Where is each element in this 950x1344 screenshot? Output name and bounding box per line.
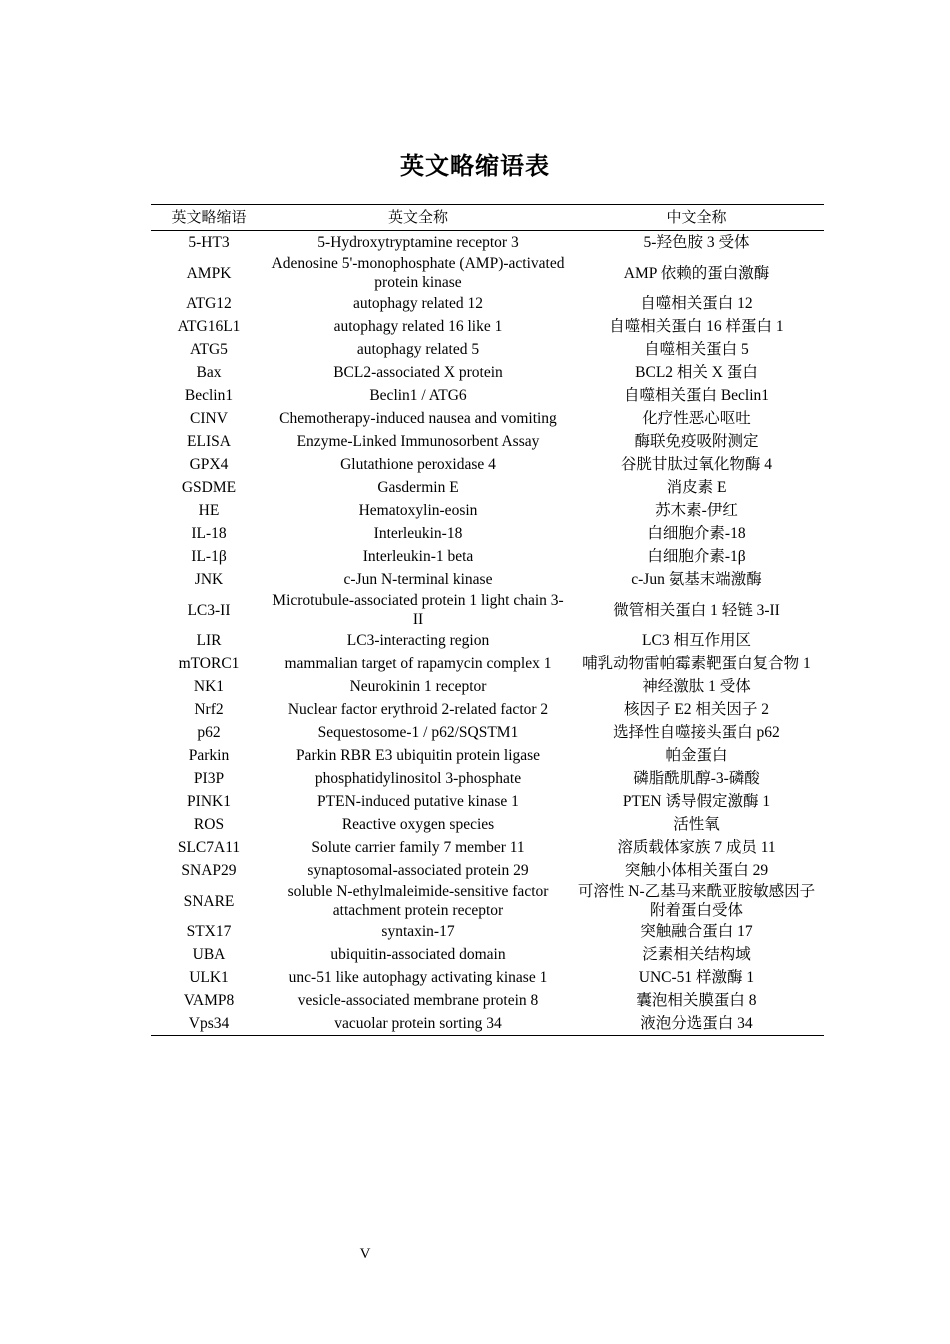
chinese-name-cell: 白细胞介素-18 (647, 525, 746, 542)
abbreviation-cell: VAMP8 (183, 992, 235, 1009)
abbreviation-cell: ATG5 (190, 341, 228, 358)
table-row (151, 338, 824, 361)
chinese-name-cell: 苏木素-伊红 (655, 502, 738, 519)
page-number: V (359, 1246, 371, 1262)
abbreviation-cell: ATG12 (186, 295, 232, 312)
chinese-name-cell: 化疗性恶心呕吐 (642, 410, 751, 427)
chinese-name-cell: 突触融合蛋白 17 (640, 923, 753, 940)
english-name-cell: Nuclear factor erythroid 2-related factor 2 (287, 701, 549, 718)
table-row (151, 652, 824, 675)
abbreviation-cell: LC3-II (187, 601, 231, 619)
english-name-cell: Solute carrier family 7 member 11 (311, 839, 525, 856)
abbreviation-cell: IL-18 (191, 525, 227, 542)
abbreviation-cell: SNARE (183, 892, 235, 910)
english-name-cell: Interleukin-1 beta (362, 548, 474, 565)
table-row (151, 966, 824, 989)
abbreviation-cell: ATG16L1 (177, 318, 241, 335)
english-name-cell: Neurokinin 1 receptor (349, 678, 487, 695)
table-row (151, 721, 824, 744)
table-row (151, 407, 824, 430)
chinese-name-cell: 囊泡相关膜蛋白 8 (636, 992, 757, 1009)
table-row (151, 836, 824, 859)
table-row (151, 545, 824, 568)
chinese-name-cell: 自噬相关蛋白 12 (640, 295, 753, 312)
table-body (151, 231, 824, 1036)
table-row (151, 315, 824, 338)
table-row (151, 499, 824, 522)
english-name-cell: Beclin1 / ATG6 (369, 387, 467, 404)
chinese-name-cell: 可溶性 N-乙基马来酰亚胺敏感因子附着蛋白受体 (577, 883, 816, 919)
table-row (151, 790, 824, 813)
abbreviation-cell: CINV (190, 410, 228, 427)
table-row (151, 767, 824, 790)
chinese-name-cell: 哺乳动物雷帕霉素靶蛋白复合物 1 (582, 655, 811, 672)
chinese-name-cell: 活性氧 (673, 816, 720, 833)
table-row (151, 254, 824, 292)
abbreviation-cell: JNK (194, 571, 224, 588)
table-row (151, 361, 824, 384)
english-name-cell: soluble N-ethylmaleimide-sensitive factor attachment protein receptor (287, 883, 549, 919)
chinese-name-cell: 神经激肽 1 受体 (642, 678, 751, 695)
header-chinese-full-name: 中文全称 (666, 208, 727, 226)
english-name-cell: Enzyme-Linked Immunosorbent Assay (296, 433, 540, 450)
table-row (151, 698, 824, 721)
english-name-cell: 5-Hydroxytryptamine receptor 3 (317, 234, 519, 251)
english-name-cell: synaptosomal-associated protein 29 (307, 862, 529, 879)
english-name-cell: BCL2-associated X protein (333, 364, 503, 381)
abbreviation-cell: ELISA (187, 433, 231, 450)
english-name-cell: autophagy related 12 (353, 295, 483, 312)
english-name-cell: Parkin RBR E3 ubiquitin protein ligase (295, 747, 541, 764)
table-header (151, 205, 824, 231)
abbreviation-cell: ULK1 (189, 969, 229, 986)
table-row (151, 675, 824, 698)
english-name-cell: unc-51 like autophagy activating kinase 1 (288, 969, 548, 986)
chinese-name-cell: 自噬相关蛋白 Beclin1 (623, 387, 770, 404)
table-row (151, 813, 824, 836)
abbreviation-cell: IL-1β (191, 548, 227, 565)
abbreviation-cell: Vps34 (188, 1015, 230, 1032)
abbreviation-cell: LIR (196, 632, 222, 649)
chinese-name-cell: 溶质载体家族 7 成员 11 (617, 839, 776, 856)
abbreviation-cell: SLC7A11 (177, 839, 241, 856)
table-row (151, 231, 824, 255)
table-row (151, 859, 824, 882)
chinese-name-cell: c-Jun 氨基末端激酶 (631, 571, 762, 588)
english-name-cell: Chemotherapy-induced nausea and vomiting (279, 410, 557, 427)
english-name-cell: PTEN-induced putative kinase 1 (317, 793, 519, 810)
table-row (151, 943, 824, 966)
chinese-name-cell: LC3 相互作用区 (642, 632, 751, 649)
abbreviation-cell: Parkin (188, 747, 230, 764)
english-name-cell: Adenosine 5'-monophosphate (AMP)-activated protein kinase (271, 255, 565, 291)
table-row (151, 384, 824, 407)
table-row (151, 453, 824, 476)
table-row (151, 1012, 824, 1036)
header-english-full-name: 英文全称 (387, 208, 448, 226)
table-row (151, 476, 824, 499)
english-name-cell: Interleukin-18 (373, 525, 463, 542)
english-name-cell: phosphatidylinositol 3-phosphate (314, 770, 522, 787)
chinese-name-cell: 泛素相关结构域 (642, 946, 751, 963)
english-name-cell: autophagy related 16 like 1 (333, 318, 503, 335)
abbreviation-cell: ROS (193, 816, 225, 833)
chinese-name-cell: BCL2 相关 X 蛋白 (635, 364, 758, 381)
english-name-cell: ubiquitin-associated domain (330, 946, 506, 963)
abbreviation-cell: Beclin1 (184, 387, 234, 404)
table-row (151, 522, 824, 545)
chinese-name-cell: 消皮素 E (666, 479, 727, 496)
table-row (151, 920, 824, 943)
chinese-name-cell: 液泡分选蛋白 34 (640, 1015, 753, 1032)
abbreviation-cell: SNAP29 (181, 862, 237, 879)
table-header-row (151, 205, 824, 231)
english-name-cell: Hematoxylin-eosin (358, 502, 478, 519)
english-name-cell: LC3-interacting region (346, 632, 490, 649)
chinese-name-cell: 酶联免疫吸附测定 (634, 433, 759, 450)
abbreviation-cell: AMPK (186, 264, 232, 282)
abbreviation-cell: PINK1 (187, 793, 231, 810)
abbreviation-cell: 5-HT3 (188, 234, 230, 251)
page-title: 英文略缩语表 (400, 152, 550, 180)
english-name-cell: Reactive oxygen species (341, 816, 495, 833)
english-name-cell: Gasdermin E (377, 479, 459, 496)
chinese-name-cell: 核因子 E2 相关因子 2 (623, 701, 770, 718)
english-name-cell: syntaxin-17 (381, 923, 455, 940)
chinese-name-cell: UNC-51 样激酶 1 (638, 969, 755, 986)
chinese-name-cell: PTEN 诱导假定激酶 1 (622, 793, 771, 810)
table-row (151, 629, 824, 652)
abbreviation-cell: Nrf2 (194, 701, 224, 718)
chinese-name-cell: 5-羟色胺 3 受体 (643, 234, 750, 251)
english-name-cell: Microtubule-associated protein 1 light chain 3-II (272, 592, 564, 628)
abbreviation-cell: NK1 (193, 678, 225, 695)
abbreviation-cell: p62 (197, 724, 221, 741)
english-name-cell: autophagy related 5 (356, 341, 480, 358)
abbreviation-cell: GSDME (181, 479, 237, 496)
chinese-name-cell: 微管相关蛋白 1 轻链 3-II (613, 601, 780, 619)
abbreviation-cell: GPX4 (189, 456, 229, 473)
chinese-name-cell: 自噬相关蛋白 16 样蛋白 1 (609, 318, 784, 335)
chinese-name-cell: 选择性自噬接头蛋白 p62 (613, 724, 780, 741)
english-name-cell: vacuolar protein sorting 34 (334, 1015, 502, 1032)
abbreviation-cell: STX17 (186, 923, 232, 940)
chinese-name-cell: AMP 依赖的蛋白激酶 (623, 264, 770, 282)
english-name-cell: Glutathione peroxidase 4 (340, 456, 496, 473)
english-name-cell: Sequestosome-1 / p62/SQSTM1 (317, 724, 519, 741)
header-abbreviation: 英文略缩语 (171, 208, 247, 226)
table-row (151, 744, 824, 767)
abbreviation-cell: HE (198, 502, 220, 519)
chinese-name-cell: 白细胞介素-1β (647, 548, 746, 565)
abbreviation-table (151, 204, 824, 1036)
chinese-name-cell: 磷脂酰肌醇-3-磷酸 (633, 770, 760, 787)
abbreviation-cell: UBA (192, 946, 226, 963)
chinese-name-cell: 突触小体相关蛋白 29 (624, 862, 769, 879)
chinese-name-cell: 谷胱甘肽过氧化物酶 4 (620, 456, 773, 473)
table-row (151, 591, 824, 629)
abbreviation-cell: Bax (196, 364, 222, 381)
english-name-cell: mammalian target of rapamycin complex 1 (284, 655, 552, 672)
english-name-cell: vesicle-associated membrane protein 8 (297, 992, 539, 1009)
abbreviation-cell: PI3P (193, 770, 225, 787)
chinese-name-cell: 自噬相关蛋白 5 (644, 341, 749, 358)
abbreviation-cell: mTORC1 (178, 655, 240, 672)
table-row (151, 568, 824, 591)
table-row (151, 430, 824, 453)
english-name-cell: c-Jun N-terminal kinase (343, 571, 493, 588)
table-row (151, 882, 824, 920)
table-row (151, 292, 824, 315)
chinese-name-cell: 帕金蛋白 (665, 747, 728, 764)
table-row (151, 989, 824, 1012)
